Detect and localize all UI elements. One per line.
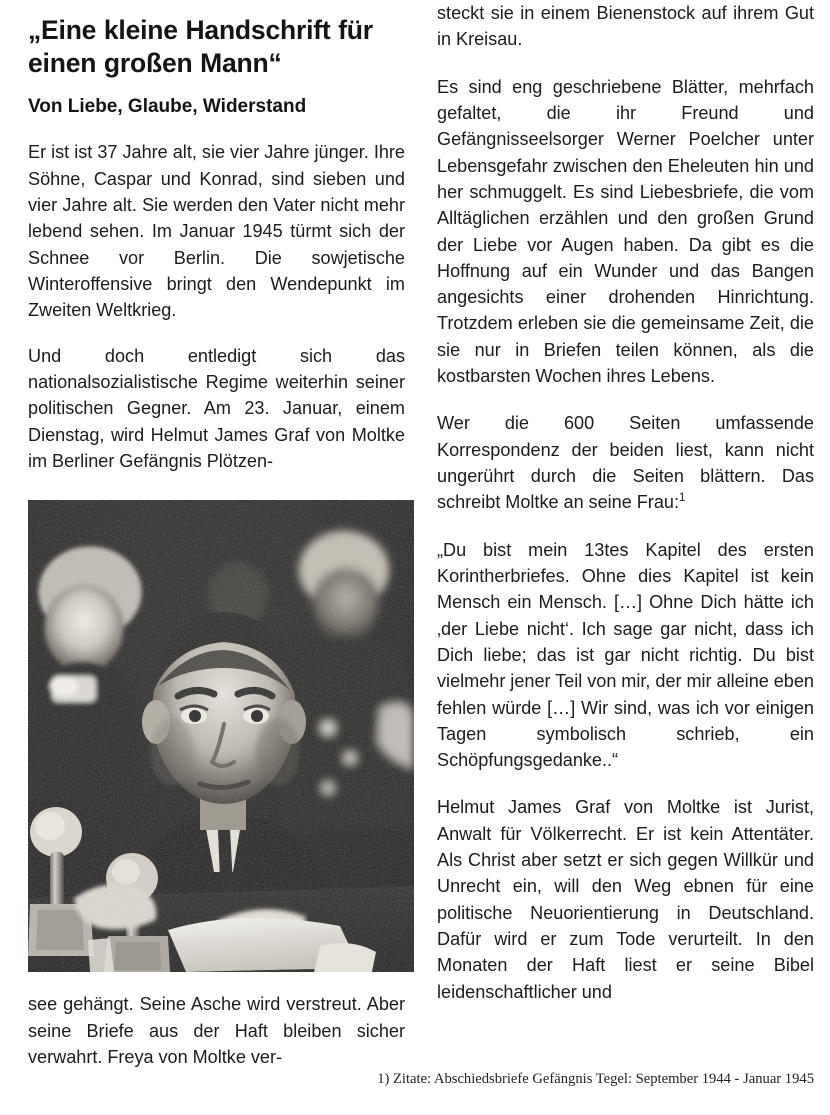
right-paragraph-2: Es sind eng geschriebene Blätter, mehrfach gefaltet, die ihr Freund und Gefängnisseelsorger Werner Poelcher unter Lebensgefahr zwischen den Eheleuten hin und her schmuggelt. Es sind Liebesbriefe, die vom Alltäglichen erzählen und den großen Grund der Liebe vor Augen haben. Da gibt es die Hoffnung auf ein Wunder und das Bangen angesichts einer drohenden Hinrichtung. Trotzdem erleben sie die gemeinsame Zeit, die sie nur in Briefen teilen können, als die kostbarsten Wochen ihres Lebens.	[437, 76, 814, 387]
article-photo	[28, 500, 414, 972]
left-column	[28, 0, 405, 1070]
right-paragraph-closing: Helmut James Graf von Moltke ist Jurist, Anwalt für Völkerrecht. Er ist kein Attentäter. Als Christ aber setzt er sich gegen Willkür und Unrecht ein, will den Weg ebnen für eine politische Neuorientierung in Deutschland. Dafür wird er zum Tode verurteilt. In den Monaten der Haft liest er seine Bibel leidenschaftlicher und	[437, 797, 814, 1002]
article-subtitle: Von Liebe, Glaube, Widerstand	[28, 95, 307, 117]
footnote-source: 1) Zitate: Abschiedsbriefe Gefängnis Tegel: September 1944 - Januar 1945	[377, 1071, 814, 1088]
left-paragraph-2: Und doch entledigt sich das nationalsozialistische Regime weiterhin seiner politischen Gegner. Am 23. Januar, einem Dienstag, wird Helmut James Graf von Moltke im Berliner Gefängnis Plötzen-	[28, 345, 405, 471]
right-paragraph-1: steckt sie in einem Bienenstock auf ihrem Gut in Kreisau.	[437, 3, 814, 50]
correspondence-text: Wer die 600 Seiten umfassende Korrespondenz der beiden liest, kann nicht ungerührt durch die Seiten blättern. Das schreibt Moltke an seine Frau:	[437, 413, 814, 513]
page-title: „Eine kleine Handschrift für einen großen Mann“	[28, 15, 373, 79]
left-paragraph-1: Er ist ist 37 Jahre alt, sie vier Jahre jünger. Ihre Söhne, Caspar und Konrad, sind sieben und vier Jahre alt. Sie werden den Vater nicht mehr lebend sehen. Im Januar 1945 türmt sich der Schnee vor Berlin. Die sowjetische Winteroffensive bringt den Wendepunkt im Zweiten Weltkrieg.	[28, 142, 405, 321]
right-paragraph-correspondence	[437, 389, 814, 515]
right-paragraph-quote: „Du bist mein 13tes Kapitel des ersten Korintherbriefes. Ohne dies Kapitel ist kein Mensch ein Mensch. […] Ohne Dich hätte ich ‚der Liebe nicht‘. Ich sage gar nicht, dass ich Dich liebe; das ist gar nicht richtig. Du bist vielmehr jener Teil von mir, der mir alleine eben fehlen würde […] Wir sind, was ich vor einigen Tagen symbolisch schrieb, ein Schöpfungsgedanke..“	[437, 539, 814, 771]
left-paragraph-after-photo: see gehängt. Seine Asche wird verstreut. Aber seine Briefe aus der Haft bleiben sicher verwahrt. Freya von Moltke ver-	[28, 994, 405, 1067]
footnote-reference-marker: 1	[678, 492, 686, 505]
two-column-layout	[28, 0, 814, 1070]
right-column	[437, 0, 814, 1070]
photo-courtroom-moltke	[28, 500, 414, 972]
